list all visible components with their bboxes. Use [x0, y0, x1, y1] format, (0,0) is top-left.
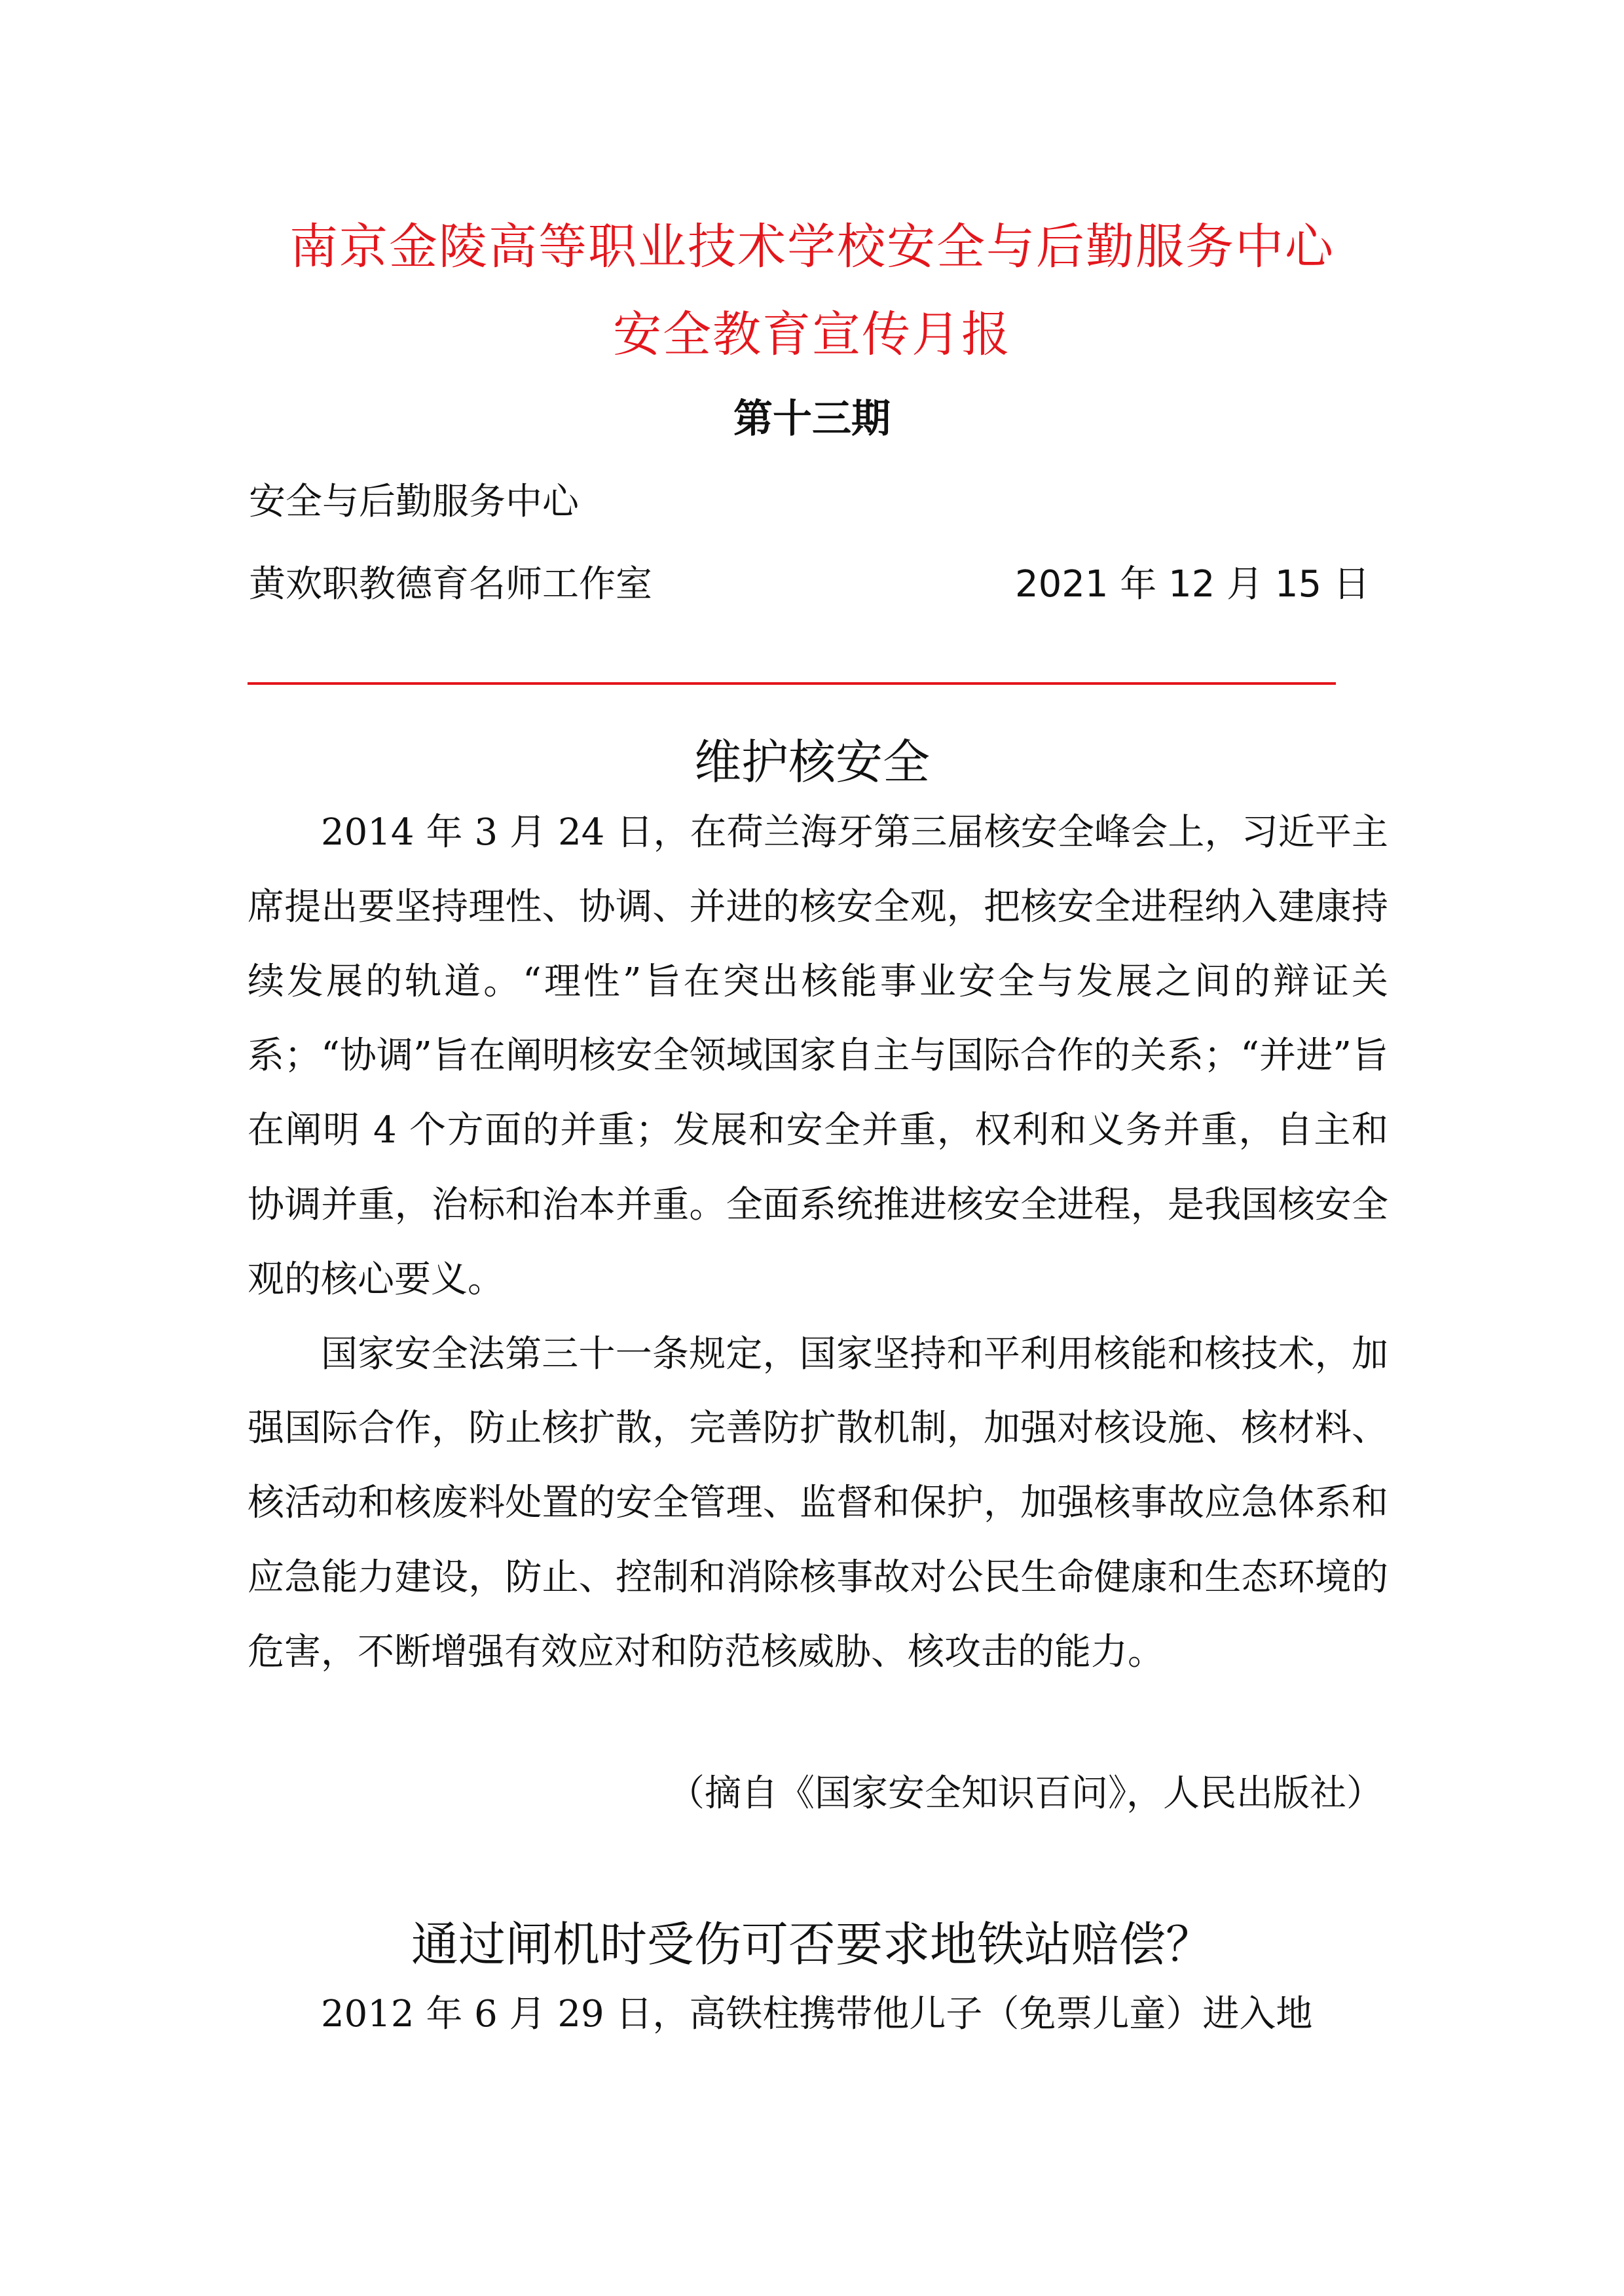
issue-number: 第十三期	[733, 396, 891, 442]
article-title: 通过闸机时受伤可否要求地铁站赔偿？	[411, 1917, 1213, 1972]
header-divider	[248, 682, 1336, 685]
article-body	[248, 1977, 1388, 2052]
article-body	[248, 795, 1388, 1690]
article-paragraph: 2012 年 6 月 29 日，高铁柱携带他儿子（免票儿童）进入地	[321, 1993, 1313, 2035]
article-source: （摘自《国家安全知识百问》，人民出版社）	[668, 1772, 1383, 1815]
issue-date: 2021 年 12 月 15 日	[1014, 563, 1370, 606]
department-name: 安全与后勤服务中心	[249, 481, 579, 523]
studio-name: 黄欢职教德育名师工作室	[249, 563, 652, 606]
article-paragraph: 国家安全法第三十一条规定，国家坚持和平利用核能和核技术，加强国际合作，防止核扩散，完善防扩散机制，加强对核设施、核材料、核活动和核废料处置的安全管理、监督和保护，加强核事故应急体系和应急能力建设，防止、控制和消除核事故对公民生命健康和生态环境的危害，不断增强有效应对和防范核威胁、核攻击的能力。	[248, 1332, 1388, 1673]
article-title: 维护核安全	[693, 735, 930, 790]
newsletter-title-line2: 安全教育宣传月报	[613, 306, 1011, 363]
newsletter-title-line1: 南京金陵高等职业技术学校安全与后勤服务中心	[289, 219, 1335, 275]
article-paragraph: 2014 年 3 月 24 日，在荷兰海牙第三届核安全峰会上，习近平主席提出要坚持理性、协调、并进的核安全观，把核安全进程纳入建康持续发展的轨道。“理性”旨在突出核能事业安全与发展之间的辩证关系；“协调”旨在阐明核安全领域国家自主与国际合作的关系；“并进”旨在阐明 4 个方面的并重；发展和安全并重，权利和义务并重，自主和协调并重，治标和治本并重。全面系统推进核安全进程，是我国核安全观的核心要义。	[248, 811, 1388, 1301]
